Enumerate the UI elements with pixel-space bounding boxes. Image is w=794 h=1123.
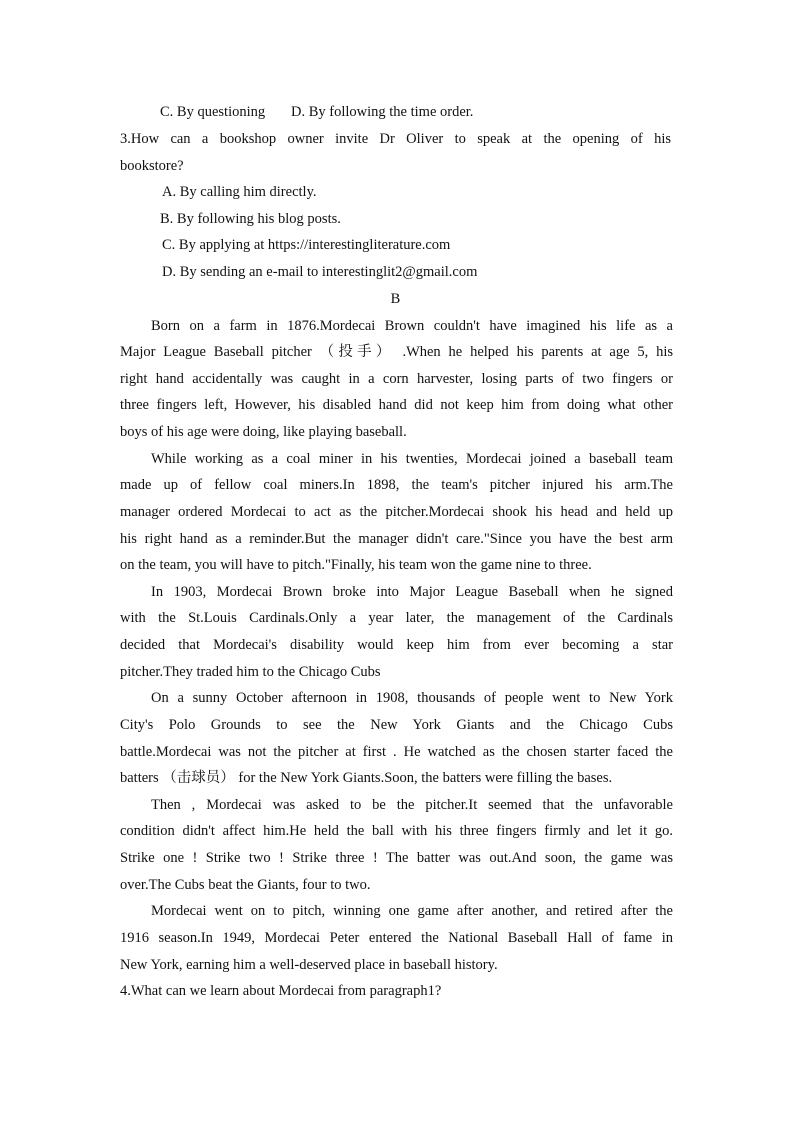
passage-line: on the team, you will have to pitch."Finally, his team won the game nine to three. (120, 557, 592, 573)
q3-option-d: D. By sending an e-mail to interestinglit2@gmail.com (162, 264, 478, 280)
passage-line: Strike one ! Strike two ! Strike three ! The batter was out.And soon, the game was (120, 850, 673, 866)
passage-line: with the St.Louis Cardinals.Only a year later, the management of the Cardinals (120, 610, 673, 626)
passage-line: 1916 season.In 1949, Mordecai Peter entered the National Baseball Hall of fame in (120, 930, 673, 946)
passage-line: Born on a farm in 1876.Mordecai Brown couldn't have imagined his life as a (151, 318, 673, 334)
passage-line: his right hand as a reminder.But the manager didn't care."Since you have the best arm (120, 531, 673, 547)
passage-line: three fingers left, However, his disabled hand did not keep him from doing what other (120, 397, 673, 413)
passage-line: condition didn't affect him.He held the ball with his three fingers firmly and let it go. (120, 823, 673, 839)
passage-line: While working as a coal miner in his twenties, Mordecai joined a baseball team (151, 451, 673, 467)
q2-option-c: C. By questioning (160, 104, 266, 120)
passage-line: In 1903, Mordecai Brown broke into Major League Baseball when he signed (151, 584, 673, 600)
q4-stem: 4.What can we learn about Mordecai from paragraph1? (120, 983, 442, 999)
passage-line: boys of his age were doing, like playing baseball. (120, 424, 407, 440)
passage-line: Then , Mordecai was asked to be the pitcher.It seemed that the unfavorable (151, 797, 673, 813)
passage-line: New York, earning him a well-deserved place in baseball history. (120, 957, 498, 973)
passage-line: decided that Mordecai's disability would keep him from ever becoming a star (120, 637, 673, 653)
q2-option-d: D. By following the time order. (291, 104, 474, 120)
q3-option-a: A. By calling him directly. (162, 184, 317, 200)
passage-line: Major League Baseball pitcher （投手） .When he helped his parents at age 5, his (120, 344, 673, 360)
passage-line: right hand accidentally was caught in a corn harvester, losing parts of two fingers or (120, 371, 673, 387)
passage-line: pitcher.They traded him to the Chicago Cubs (120, 664, 381, 680)
q3-stem-line1: 3.How can a bookshop owner invite Dr Oliver to speak at the opening of his (120, 131, 671, 147)
passage-line: Mordecai went on to pitch, winning one game after another, and retired after the (151, 903, 673, 919)
passage-line: manager ordered Mordecai to act as the pitcher.Mordecai shook his head and held up (120, 504, 673, 520)
q3-option-c: C. By applying at https://interestingliterature.com (162, 237, 451, 253)
passage-line: battle.Mordecai was not the pitcher at first . He watched as the chosen starter faced the (120, 744, 673, 760)
q3-stem-line2: bookstore? (120, 158, 184, 174)
passage-line: On a sunny October afternoon in 1908, thousands of people went to New York (151, 690, 673, 706)
passage-line: made up of fellow coal miners.In 1898, the team's pitcher injured his arm.The (120, 477, 673, 493)
passage-line: batters （击球员） for the New York Giants.Soon, the batters were filling the bases. (120, 770, 613, 786)
passage-line: over.The Cubs beat the Giants, four to two. (120, 877, 371, 893)
q3-option-b: B. By following his blog posts. (160, 211, 341, 227)
section-label: B (390, 291, 401, 307)
passage-line: City's Polo Grounds to see the New York Giants and the Chicago Cubs (120, 717, 673, 733)
